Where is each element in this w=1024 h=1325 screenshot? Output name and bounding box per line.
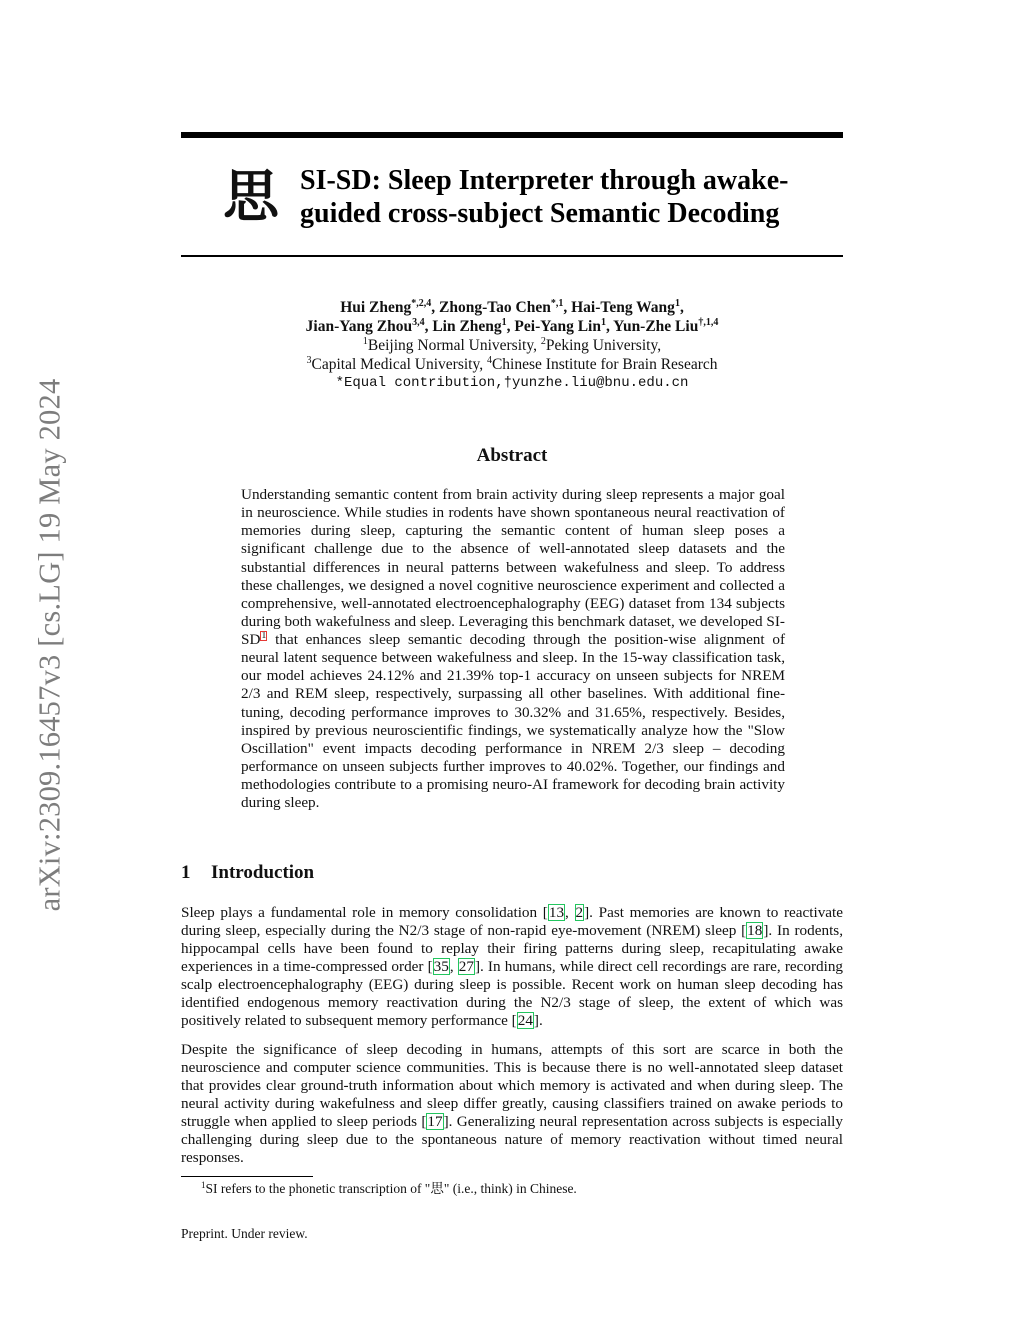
paper-title: SI-SD: Sleep Interpreter through awake-guided cross-subject Semantic Decoding [300, 165, 789, 229]
footnote-text: SI refers to the phonetic transcription of "思" (i.e., think) in Chinese. [205, 1181, 577, 1196]
abstract-heading: Abstract [476, 445, 548, 466]
author-separator: , [424, 318, 433, 335]
citation-link[interactable]: 35 [433, 958, 449, 976]
author-affiliation-marker: 3,4 [412, 317, 425, 328]
intro-paragraph-2 [181, 1041, 843, 1167]
author-separator: , [679, 299, 684, 316]
paragraph-text: ]. Generalizing neural representation across subjects is especially challenging during sleep due to the spontaneous nature of memory reactivation without timed neural responses. [181, 1113, 843, 1167]
author-name: Hui Zheng [340, 299, 412, 316]
paragraph-text: Sleep plays a fundamental role in memory consolidation [ [181, 904, 548, 921]
footnote-rule [181, 1176, 313, 1177]
affiliation-marker: 3 [306, 355, 312, 366]
affiliation-name: Peking University, [545, 337, 662, 354]
affiliation-marker: 2 [540, 336, 546, 347]
paragraph-text: Despite the significance of sleep decoding in humans, attempts of this sort are scarce in both the neuroscience and computer science communities. This is because there is no well-annotated sleep dataset that provides clear ground-truth information about which memory is activated and when during sleep. The neural activity during wakefulness and sleep differ greatly, causing classifiers trained on awake periods to struggle when applied to sleep periods [ [181, 1041, 843, 1131]
intro-paragraph-1 [181, 904, 843, 1030]
author-name: Lin Zheng [432, 318, 502, 335]
paragraph-text: , [449, 958, 458, 976]
author-name: Jian-Yang Zhou [305, 318, 413, 335]
si-logo: 思 [223, 165, 279, 230]
section-title: Introduction [211, 862, 315, 883]
author-separator: , [605, 318, 614, 335]
footnote [181, 1180, 843, 1198]
author-affiliation-marker: †,1,4 [698, 317, 719, 328]
author-name: Yun-Zhe Liu [613, 318, 699, 335]
author-separator: , [563, 299, 572, 316]
author-affiliation-marker: 1 [674, 298, 680, 309]
affiliation-line-1 [181, 336, 843, 355]
author-name: Pei-Yang Lin [514, 318, 601, 335]
title-bottom-rule [181, 255, 843, 257]
paragraph-text: ]. In humans, while direct cell recordings are rare, recording scalp electroencephalography (EEG) during sleep is possible. Recent work on human sleep decoding has identified endogenous memory reactivation during the N2/3 stage of sleep, the extent of which was positively related to subsequent memory performance [ [181, 958, 844, 1030]
citation-link[interactable]: 27 [458, 958, 474, 976]
affiliation-name: Chinese Institute for Brain Research [491, 356, 718, 373]
abstract-body [241, 486, 785, 812]
arxiv-identifier-text: arXiv:2309.16457v3 [cs.LG] 19 May 2024 [32, 378, 67, 912]
title-top-rule [181, 132, 843, 138]
affiliation-marker: 1 [362, 336, 368, 347]
section-heading-introduction [181, 861, 581, 885]
author-affiliation-marker: 1 [501, 317, 507, 328]
author-line-1 [181, 298, 843, 317]
contact-line: *Equal contribution,†yunzhe.liu@bnu.edu.cn [335, 375, 689, 391]
author-affiliation-marker: *,2,4 [411, 298, 432, 309]
author-name: Zhong-Tao Chen [439, 299, 551, 316]
preprint-note: Preprint. Under review. [181, 1226, 308, 1241]
arxiv-identifier [30, 345, 70, 945]
author-name: Hai-Teng Wang [571, 299, 675, 316]
section-number: 1 [181, 862, 191, 883]
author-line-2 [181, 317, 843, 336]
paragraph-text: ]. Past memories are known to reactivate during sleep, especially during the N2/3 stage of non-rapid eye-movement (NREM) sleep [ [181, 904, 843, 940]
paragraph-text: , [565, 904, 575, 921]
citation-link[interactable]: 18 [747, 922, 763, 940]
citation-link[interactable]: 24 [517, 1012, 533, 1030]
author-affiliation-marker: *,1 [550, 298, 564, 309]
footnote-link[interactable]: 1 [261, 630, 267, 641]
citation-link[interactable]: 17 [427, 1113, 443, 1131]
footnote-number: 1 [201, 1180, 206, 1190]
citation-link[interactable]: 13 [548, 904, 565, 921]
author-block [181, 298, 843, 393]
abstract-text-part-1: Understanding semantic content from brain activity during sleep represents a major goal in neuroscience. While studies in rodents have shown spontaneous neural reactivation of memories during sleep, capturing the semantic content of human sleep poses a significant challenge due to the absence of well-annotated sleep datasets and the substantial differences in neural patterns between wakefulness and sleep. To address these challenges, we designed a novel cognitive neuroscience experiment and collected a comprehensive, well-annotated electroencephalography (EEG) dataset from 134 subjects during both wakefulness and sleep. Leveraging this benchmark dataset, we developed SI-SD [241, 486, 785, 648]
author-affiliation-marker: 1 [600, 317, 606, 328]
affiliation-line-2 [181, 355, 843, 374]
abstract-text-part-2: that enhances sleep semantic decoding through the position-wise alignment of neural latent sequence between wakefulness and sleep. In the 15-way classification task, our model achieves 24.12% and 21.39% top-1 accuracy on unseen subjects for NREM 2/3 and REM sleep, respectively, surpassing all other baselines. With additional fine-tuning, decoding performance improves to 30.32% and 31.65%, respectively. Besides, inspired by previous neuroscientific findings, we systematically analyze how the "Slow Oscillation" event impacts decoding performance in NREM 2/3 sleep – decoding performance on unseen subjects further improves to 40.02%. Together, our findings and methodologies contribute to a promising neuro-AI framework for decoding brain activity during sleep. [241, 631, 785, 812]
affiliation-name: Beijing Normal University, [367, 337, 541, 354]
author-separator: , [431, 299, 440, 316]
citation-link[interactable]: 2 [575, 904, 584, 921]
affiliation-name: Capital Medical University, [311, 356, 487, 373]
author-separator: , [506, 318, 515, 335]
affiliation-marker: 4 [486, 355, 492, 366]
paragraph-text: ]. [533, 1012, 543, 1030]
paragraph-text: ]. In rodents, hippocampal cells have been found to replay their firing patterns during sleep, recapitulating awake experiences in a time-compressed order [ [181, 922, 844, 976]
